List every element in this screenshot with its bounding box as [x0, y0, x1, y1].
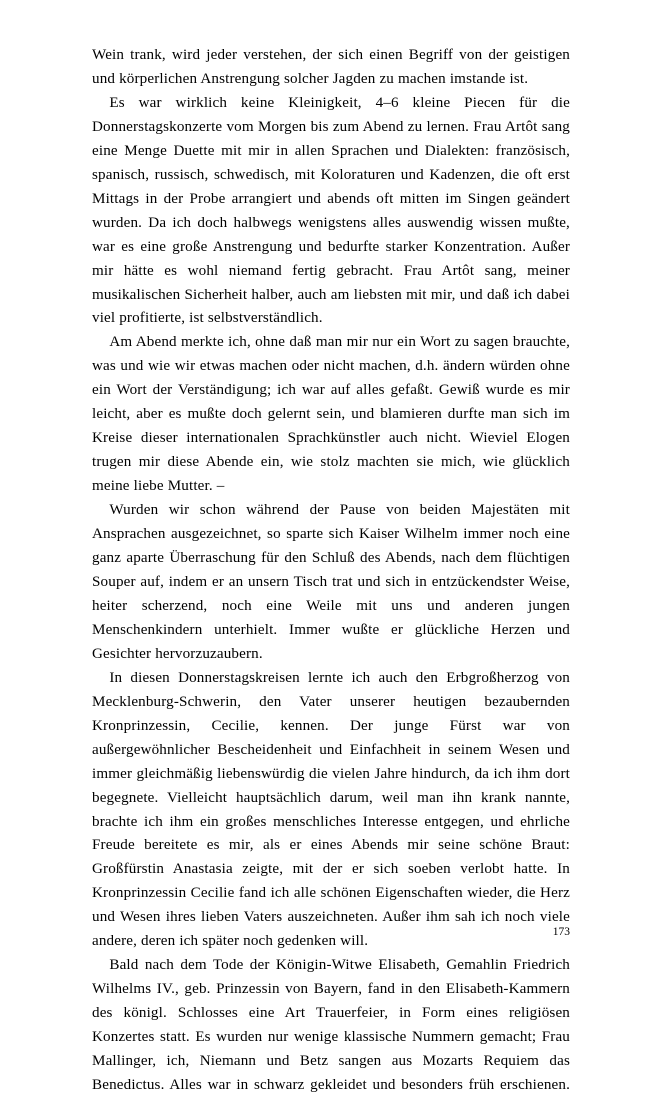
paragraph-6: Bald nach dem Tode der Königin-Witwe Elisabeth, Gemahlin Friedrich Wilhelms IV., geb. Prinzessin von Bayern, fand in den Elisabeth-Kammern des königl. Schlosses eine Art Trauerfeier, in Form eines religiösen Konzertes statt. Es wurden nur wenige klassische Nummern gemacht; Frau Mallinger, ich, Niemann und Betz sangen aus Mozarts Requiem das Benedictus. Alles war in schwarz gekleidet und besonders früh erschienen. — [92, 957, 570, 1093]
paragraph-4: Wurden wir schon während der Pause von beiden Majestäten mit Ansprachen ausgezeichnet, so sparte sich Kaiser Wilhelm immer noch eine ganz aparte Überraschung für den Schluß des Abends, nach dem flüchtigen Souper auf, indem er an unsern Tisch trat und sich in entzückendster Weise, heiter scherzend, noch eine Weile mit uns und anderen jungen Menschenkindern unterhielt. Immer wußte er glückliche Herzen und Gesichter hervorzuzaubern. — [92, 502, 570, 662]
page-text-block — [92, 44, 570, 1098]
page-number: 173 — [552, 926, 570, 938]
paragraph-3: Am Abend merkte ich, ohne daß man mir nur ein Wort zu sagen brauchte, was und wie wir etwas machen oder nicht machen, d.h. ändern würden ohne ein Wort der Verständigung; ich war auf alles gefaßt. Gewiß wurde es mir leicht, aber es mußte doch gelernt sein, und blamieren durfte man sich im Kreise dieser internationalen Sprachkünstler auch nicht. Wieviel Elogen trugen mir diese Abende ein, wie stolz machten sie mich, wie glücklich meine liebe Mutter. – — [92, 334, 570, 495]
paragraph-5: In diesen Donnerstagskreisen lernte ich auch den Erbgroßherzog von Mecklenburg-Schwerin, den Vater unserer heutigen bezaubernden Kronprinzessin, Cecilie, kennen. Der junge Fürst war von außergewöhnlicher Bescheidenheit und Einfachheit in seinem Wesen und immer gleichmäßig liebenswürdig die vielen Jahre hindurch, da ich ihm dort begegnete. Vielleicht hauptsächlich darum, weil man ihn krank nannte, brachte ich ihm ein großes menschliches Interesse entgegen, und ehrliche Freude bereitete es mir, als er eines Abends mir seine schöne Braut: Großfürstin Anastasia zeigte, mit der er sich soeben verlobt hatte. In Kronprinzessin Cecilie fand ich alle schönen Eigenschaften wieder, die Herz und Wesen ihres lieben Vaters auszeichneten. Außer ihm sah ich noch viele andere, deren ich später noch gedenken will. — [92, 669, 570, 950]
paragraph-2: Es war wirklich keine Kleinigkeit, 4–6 kleine Piecen für die Donnerstagskonzerte vom Morgen bis zum Abend zu lernen. Frau Artôt sang eine Menge Duette mit mir in allen Sprachen und Dialekten: französisch, spanisch, russisch, schwedisch, mit Koloraturen und Kadenzen, die oft erst Mittags in der Probe arrangiert und abends oft mitten im Singen geändert wurden. Da ich doch halbwegs wenigstens alles auswendig wissen mußte, war es eine große Anstrengung und bedurfte starker Konzentration. Außer mir hätte es wohl niemand fertig gebracht. Frau Artôt sang, meiner musikalischen Sicherheit halber, auch am liebsten mit mir, und daß ich dabei viel profitierte, ist selbstverständlich. — [92, 94, 570, 327]
paragraph-1: Wein trank, wird jeder verstehen, der sich einen Begriff von der geistigen und körperlichen Anstrengung solcher Jagden zu machen imstande ist. — [92, 47, 570, 87]
